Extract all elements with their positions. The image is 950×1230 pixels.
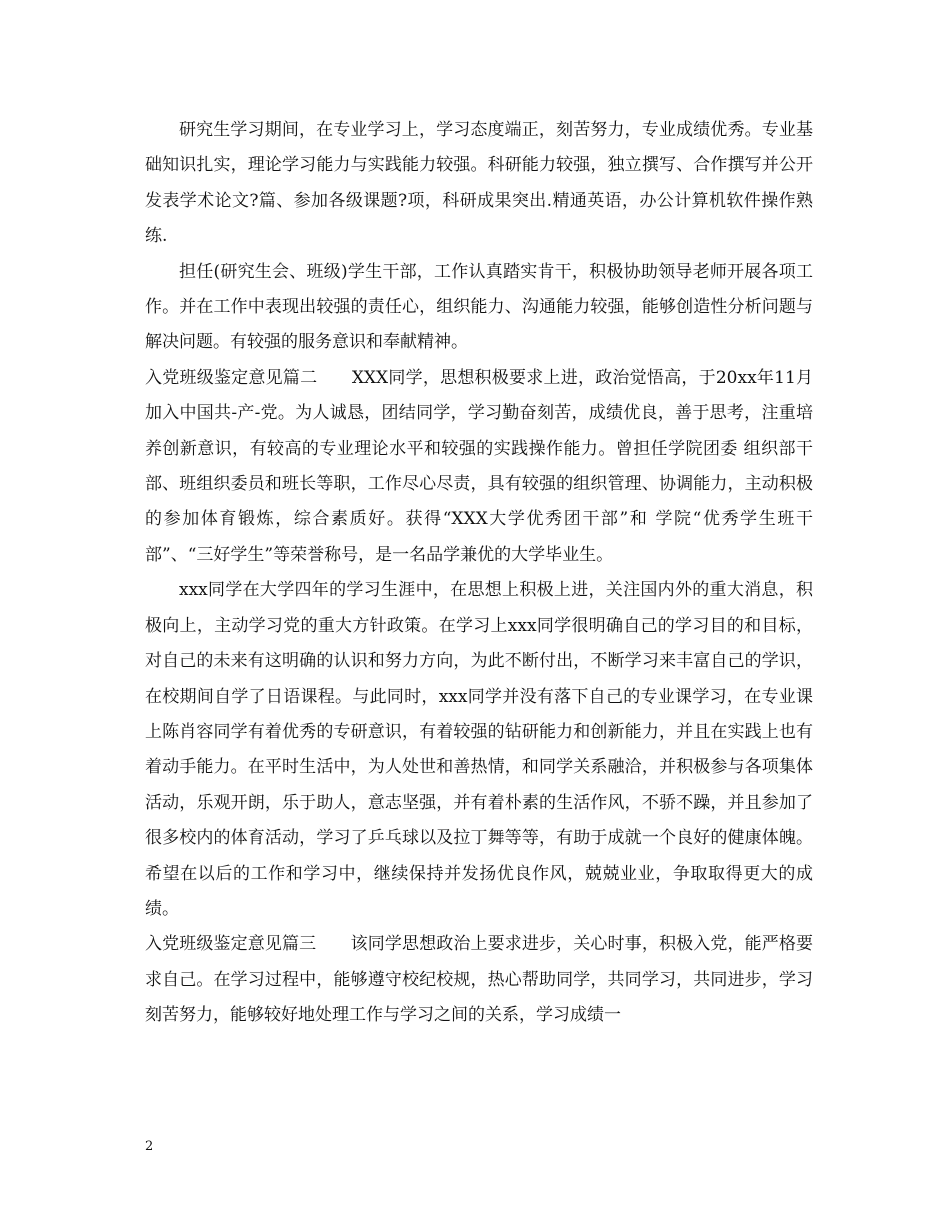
paragraph-student-cadre: 担任(研究生会、班级)学生干部，工作认真踏实肯干，积极协助领导老师开展各项工作。并在工作中表现出较强的责任心，组织能力、沟通能力较强，能够创造性分析问题与解决问题。有较强的服务意识和奉献精神。	[145, 261, 813, 353]
paragraph-four-years-study: xxx同学在大学四年的学习生涯中，在思想上积极上进，关注国内外的重大消息，积极向上，主动学习党的重大方针政策。在学习上xxx同学很明确自己的学习目的和目标，对自己的未来有这明确的认识和努力方向，为此不断付出，不断学习来丰富自己的学识，在校期间自学了日语课程。与此同时，xxx同学并没有落下自己的专业课学习，在专业课上陈肖容同学有着优秀的专研意识，有着较强的钻研能力和创新能力，并且在实践上也有着动手能力。在平时生活中，为人处世和善热情，和同学关系融洽，并积极参与各项集体活动，乐观开朗，乐于助人，意志坚强，并有着朴素的生活作风，不骄不躁，并且参加了很多校内的体育活动，学习了乒乓球以及拉丁舞等等，有助于成就一个良好的健康体魄。希望在以后的工作和学习中，继续保持并发扬优良作风，兢兢业业，争取取得更大的成绩。	[145, 580, 813, 919]
paragraph-graduate-study: 研究生学习期间，在专业学习上，学习态度端正，刻苦努力，专业成绩优秀。专业基础知识扎实，理论学习能力与实践能力较强。科研能力较强，独立撰写、合作撰写并公开发表学术论文?篇、参加各级课题?项，科研成果突出.精通英语，办公计算机软件操作熟练.	[145, 120, 813, 247]
page-number: 2	[145, 1139, 154, 1154]
paragraph-opinion-part-three: 入党班级鉴定意见篇三 该同学思想政治上要求进步，关心时事，积极入党，能严格要求自己。在学习过程中，能够遵守校纪校规，热心帮助同学，共同学习，共同进步，学习刻苦努力，能够较好地处理工作与学习之间的关系，学习成绩一	[145, 934, 813, 1026]
document-body	[145, 113, 813, 1034]
paragraph-opinion-part-two: 入党班级鉴定意见篇二 XXX同学，思想积极要求上进，政治觉悟高，于20xx年11月 加入中国共-产-党。为人诚恳，团结同学，学习勤奋刻苦，成绩优良，善于思考，注重培养创新意识，有较高的专业理论水平和较强的实践操作能力。曾担任学院团委 组织部干部、班组织委员和班长等职，工作尽心尽责，具有较强的组织管理、协调能力，主动积极的参加体育锻炼，综合素质好。获得“XXX大学优秀团干部”和 学院“优秀学生班干部”、“三好学生”等荣誉称号，是一名品学兼优的大学毕业生。	[145, 367, 813, 565]
